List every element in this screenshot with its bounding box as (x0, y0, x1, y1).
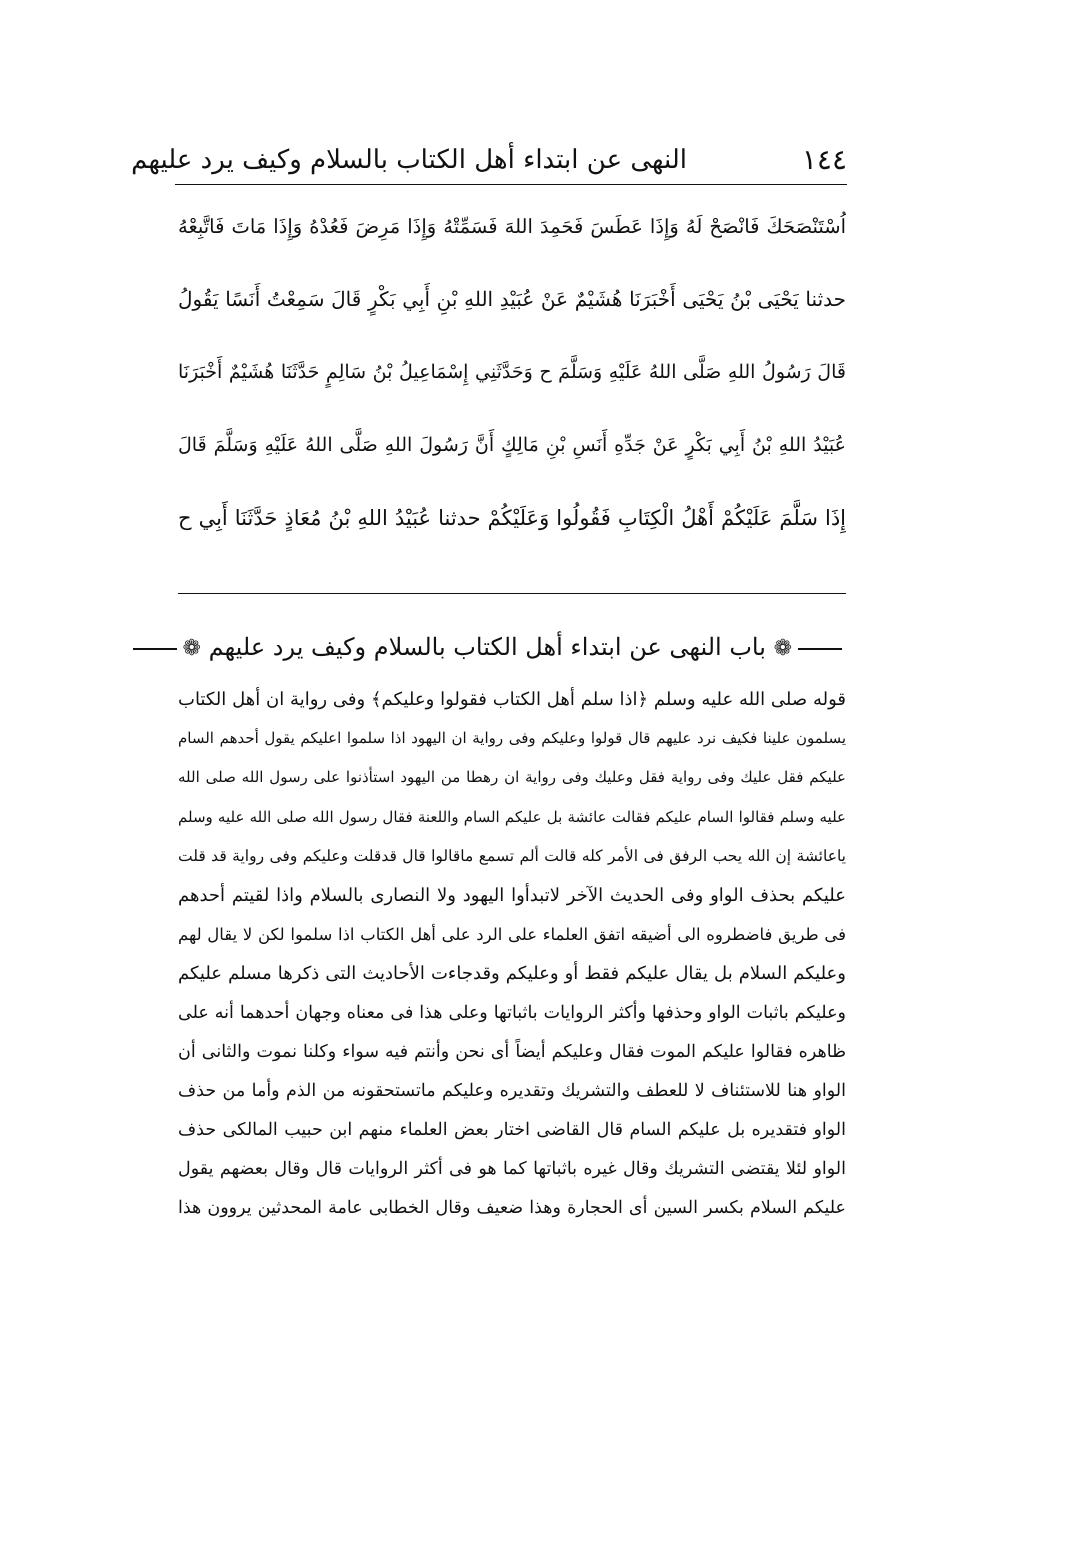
commentary-line: وعليكم باثبات الواو وحذفها وأكثر الروايات باثباتها وعلى هذا فى معناه وجهان أحدهما أنه على (178, 1002, 846, 1023)
commentary-line: عليه وسلم فقالوا السام عليكم فقالت عائشة بل عليكم السام واللعنة فقال رسول الله صلى الله عليه وسلم (178, 807, 846, 826)
hadith-line: إِذَا سَلَّمَ عَلَيْكُمْ أَهْلُ الْكِتَابِ فَقُولُوا وَعَلَيْكُمْ حدثنا عُبَيْدُ اللهِ بْنُ مُعَاذٍ حَدَّثَنَا أَبِي ح (178, 506, 846, 530)
commentary-line: الواو فتقديره بل عليكم السام قال القاضى اختار بعض العلماء منهم ابن حبيب المالكى حذف (178, 1120, 846, 1141)
section-heading-text: باب النهى عن ابتداء أهل الكتاب بالسلام وكيف يرد عليهم (208, 633, 766, 661)
commentary-line: ظاهره فقالوا عليكم الموت فقال وعليكم أيضاً أى نحن وأنتم فيه سواء وكلنا نموت والثانى أن (178, 1041, 846, 1062)
commentary-text (178, 680, 846, 1229)
hadith-line: اُسْتَنْصَحَكَ فَانْصَحْ لَهُ وَإِذَا عَطَسَ فَحَمِدَ اللهَ فَسَمِّتْهُ وَإِذَا مَرِضَ فَعُدْهُ وَإِذَا مَاتَ فَاتَّبِعْهُ (178, 215, 846, 238)
running-title: النهى عن ابتداء أهل الكتاب بالسلام وكيف يرد عليهم (131, 145, 687, 175)
commentary-line: فى طريق فاضطروه الى أضيقه اتفق العلماء على الرد على أهل الكتاب اذا سلموا لكن لا يقال لهم (178, 925, 846, 945)
right-ornament-icon: ❁ (773, 635, 792, 661)
page-number: ١٤٤ (801, 143, 847, 176)
left-ornament-icon: ❁ (182, 635, 201, 661)
heading-dash (798, 648, 842, 650)
commentary-line: عليكم فقل عليك وفى رواية فقل وعليك وفى رواية ان رهطا من اليهود استأذنوا على رسول الله صلى الله (178, 768, 846, 787)
section-heading (178, 622, 848, 672)
commentary-line: ياعائشة إن الله يحب الرفق فى الأمر كله قالت ألم تسمع ماقالوا قال قدقلت وعليكم وفى رواية قد قلت (178, 846, 846, 865)
commentary-line: عليكم بحذف الواو وفى الحديث الآخر لاتبدأوا اليهود ولا النصارى بالسلام واذا لقيتم أحدهم (178, 884, 846, 906)
hadith-line: حدثنا يَحْيَى بْنُ يَحْيَى أَخْبَرَنَا هُشَيْمٌ عَنْ عُبَيْدِ اللهِ بْنِ أَبِي بَكْرٍ قَالَ سَمِعْتُ أَنَسًا يَقُولُ (178, 287, 846, 311)
header-rule (175, 184, 847, 185)
hadith-line: عُبَيْدُ اللهِ بْنُ أَبِي بَكْرٍ عَنْ جَدِّهِ أَنَسِ بْنِ مَالِكٍ أَنَّ رَسُولَ اللهِ صَلَّى اللهُ عَلَيْهِ وَسَلَّمَ قَالَ (178, 434, 846, 456)
heading-dash (133, 648, 177, 650)
commentary-line: عليكم السلام بكسر السين أى الحجارة وهذا ضعيف وقال الخطابى عامة المحدثين يروون هذا (178, 1198, 846, 1219)
commentary-line: الواو لئلا يقتضى التشريك وقال غيره باثباتها كما هو فى أكثر الروايات قال وقال بعضهم يقول (178, 1159, 846, 1180)
section-divider-rule (178, 593, 846, 594)
commentary-line: قوله صلى الله عليه وسلم ﴿اذا سلم أهل الكتاب فقولوا وعليكم﴾ وفى رواية ان أهل الكتاب (178, 689, 846, 710)
hadith-text (178, 190, 846, 555)
commentary-line: وعليكم السلام بل يقال عليكم فقط أو وعليكم وقدجاءت الأحاديث التى ذكرها مسلم عليكم (178, 963, 846, 985)
commentary-line: يسلمون علينا فكيف نرد عليهم قال قولوا وعليكم وفى رواية ان اليهود اذا سلموا اعليكم يقول أحدهم السام (178, 729, 846, 748)
page-header (131, 138, 847, 182)
commentary-line: الواو هنا للاستئناف لا للعطف والتشريك وتقديره وعليكم ماتستحقونه من الذم وأما من حذف (178, 1080, 846, 1101)
hadith-line: قَالَ رَسُولُ اللهِ صَلَّى اللهُ عَلَيْهِ وَسَلَّمَ ح وَحَدَّثَنِي إِسْمَاعِيلُ بْنُ سَالِمٍ حَدَّثَنَا هُشَيْمٌ أَخْبَرَنَا (178, 361, 846, 383)
